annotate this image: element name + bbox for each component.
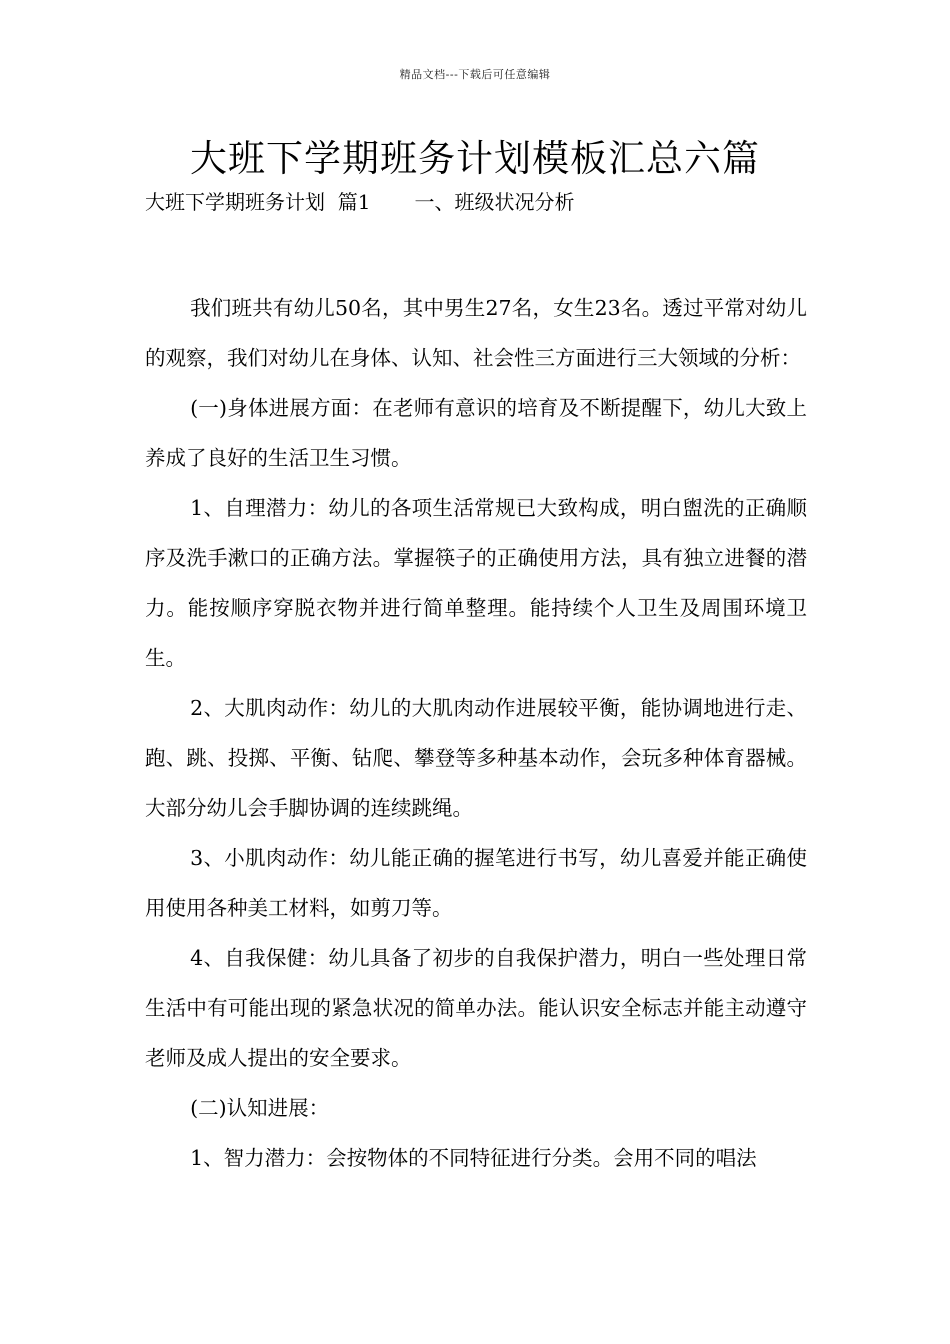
paragraph-fine-motor: 3、小肌肉动作：幼儿能正确的握笔进行书写，幼儿喜爱并能正确使用使用各种美工材料，如剪刀等。 <box>145 846 807 920</box>
header-note: 精品文档---下载后可任意编辑 <box>399 68 551 81</box>
paragraph-cognitive-heading: (二)认知进展： <box>190 1096 330 1120</box>
paragraph-intelligence: 1、智力潜力：会按物体的不同特征进行分类。会用不同的唱法 <box>190 1146 757 1170</box>
section-heading: 一、班级状况分析 <box>414 190 575 214</box>
paragraph-self-protection: 4、自我保健：幼儿具备了初步的自我保护潜力，明白一些处理日常生活中有可能出现的紧急状况的简单办法。能认识安全标志并能主动遵守老师及成人提出的安全要求。 <box>145 946 807 1070</box>
document-body <box>145 283 807 1183</box>
paragraph-physical-development: (一)身体进展方面：在老师有意识的培育及不断提醒下，幼儿大致上养成了良好的生活卫生习惯。 <box>145 396 807 470</box>
plan-heading: 大班下学期班务计划 篇1 <box>145 190 371 214</box>
paragraph-self-care: 1、自理潜力：幼儿的各项生活常规已大致构成，明白盥洗的正确顺序及洗手漱口的正确方法。掌握筷子的正确使用方法，具有独立进餐的潜力。能按顺序穿脱衣物并进行简单整理。能持续个人卫生及周围环境卫生。 <box>145 496 807 670</box>
paragraph-gross-motor: 2、大肌肉动作：幼儿的大肌肉动作进展较平衡，能协调地进行走、跑、跳、投掷、平衡、钻爬、攀登等多种基本动作，会玩多种体育器械。大部分幼儿会手脚协调的连续跳绳。 <box>145 696 807 820</box>
document-title: 大班下学期班务计划模板汇总六篇 <box>190 137 760 180</box>
section-subtitle <box>145 186 574 215</box>
paragraph-class-overview: 我们班共有幼儿50名，其中男生27名，女生23名。透过平常对幼儿的观察，我们对幼儿在身体、认知、社会性三方面进行三大领域的分析： <box>145 296 807 370</box>
